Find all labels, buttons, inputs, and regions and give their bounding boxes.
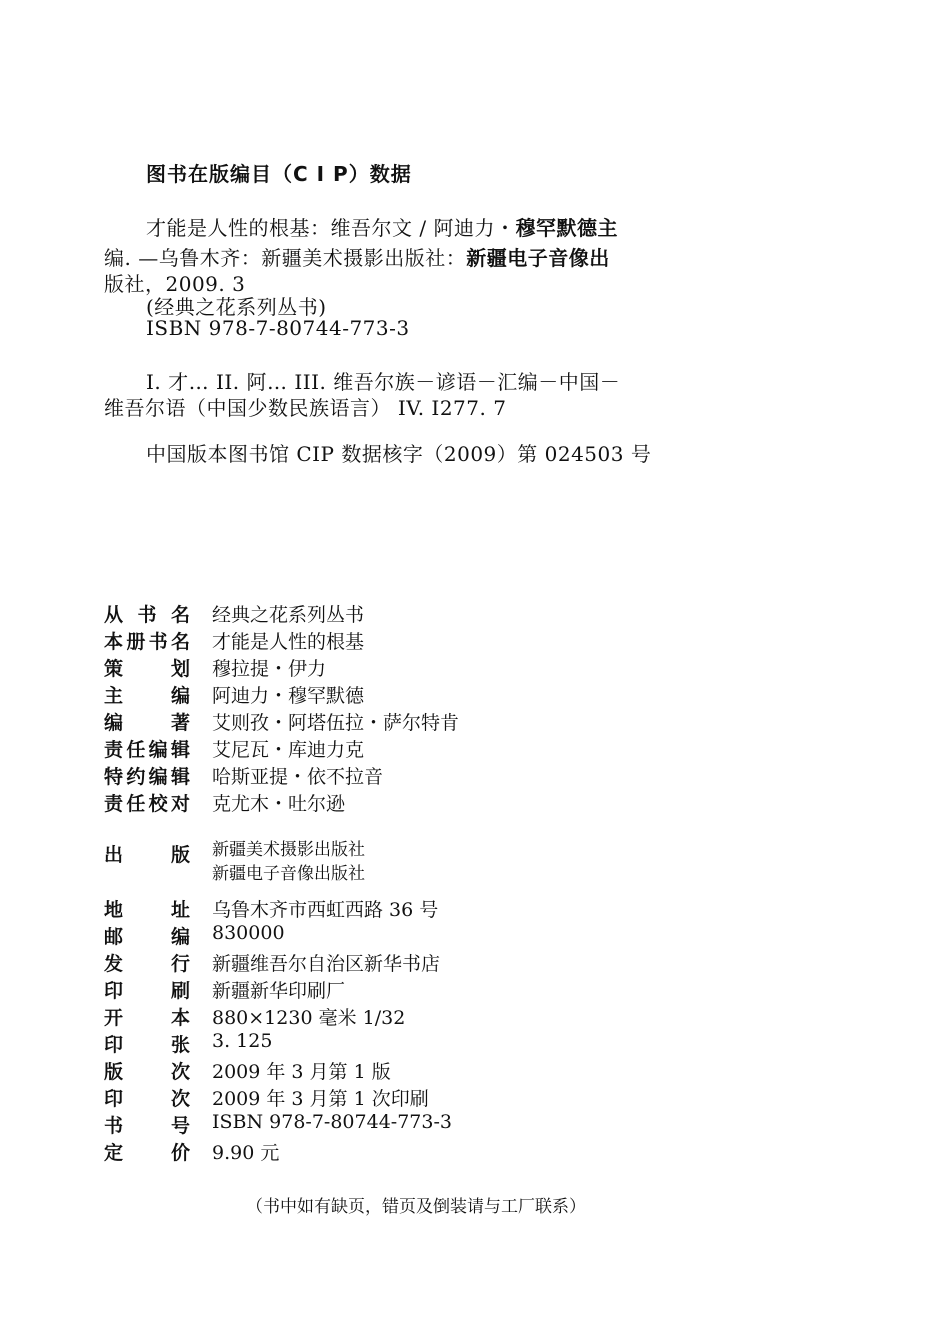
detail-label bbox=[104, 840, 190, 867]
cip-publisher-line bbox=[104, 242, 610, 271]
detail-value: 新疆新华印刷厂 bbox=[212, 980, 346, 1002]
detail-value: 880×1230 毫米 1/32 bbox=[212, 1007, 406, 1029]
detail-label-char: 策 bbox=[104, 658, 124, 680]
detail-label-char: 编 bbox=[170, 685, 190, 707]
detail-label-char: 行 bbox=[170, 953, 190, 975]
cip-publisher-part: 编. —乌鲁木齐：新疆美术摄影出版社： bbox=[104, 246, 467, 270]
detail-label-char: 辑 bbox=[170, 766, 190, 788]
cip-library-number: 中国版本图书馆 CIP 数据核字（2009）第 024503 号 bbox=[146, 442, 652, 466]
detail-label-char: 址 bbox=[170, 899, 190, 921]
detail-label-char: 版 bbox=[104, 1061, 124, 1083]
detail-value: 3. 125 bbox=[212, 1030, 273, 1052]
detail-label bbox=[104, 708, 190, 735]
detail-value: 2009 年 3 月第 1 版 bbox=[212, 1061, 391, 1083]
detail-label-char: 任 bbox=[126, 739, 146, 761]
footer-note: （书中如有缺页，错页及倒装请与工厂联系） bbox=[246, 1197, 586, 1217]
detail-value: 经典之花系列丛书 bbox=[212, 604, 365, 626]
detail-label bbox=[104, 1057, 190, 1084]
detail-label-char: 编 bbox=[104, 712, 124, 734]
detail-label-char: 地 bbox=[104, 899, 124, 921]
detail-label-char: 本 bbox=[104, 631, 124, 653]
detail-label-char: 约 bbox=[126, 766, 146, 788]
detail-value: 2009 年 3 月第 1 次印刷 bbox=[212, 1088, 429, 1110]
detail-label bbox=[104, 976, 190, 1003]
detail-label bbox=[104, 654, 190, 681]
detail-label-char: 责 bbox=[104, 793, 124, 815]
detail-label-char: 印 bbox=[104, 1034, 124, 1056]
detail-label-char: 发 bbox=[104, 953, 124, 975]
detail-label-char: 刷 bbox=[170, 980, 190, 1002]
cip-title-editor: 穆罕默德主 bbox=[515, 216, 618, 240]
detail-label-char: 本 bbox=[170, 1007, 190, 1029]
detail-label-char: 任 bbox=[126, 793, 146, 815]
detail-label-char: 印 bbox=[104, 1088, 124, 1110]
detail-label-char: 校 bbox=[148, 793, 168, 815]
detail-value: 艾尼瓦・库迪力克 bbox=[212, 739, 365, 761]
detail-label bbox=[104, 735, 190, 762]
detail-value: 穆拉提・伊力 bbox=[212, 658, 327, 680]
detail-value: 才能是人性的根基 bbox=[212, 631, 365, 653]
detail-value: 艾则孜・阿塔伍拉・萨尔特肯 bbox=[212, 712, 460, 734]
detail-value: 阿迪力・穆罕默德 bbox=[212, 685, 365, 707]
detail-value: 新疆美术摄影出版社 bbox=[212, 840, 365, 860]
detail-label-char: 编 bbox=[170, 926, 190, 948]
detail-label-char: 著 bbox=[170, 712, 190, 734]
detail-label-char: 辑 bbox=[170, 739, 190, 761]
cip-subject-line: I. 才… II. 阿… III. 维吾尔族－谚语－汇编－中国－ bbox=[146, 370, 621, 394]
detail-label-char: 次 bbox=[170, 1088, 190, 1110]
detail-label-char: 书 bbox=[148, 631, 168, 653]
detail-label bbox=[104, 1111, 190, 1138]
detail-label bbox=[104, 627, 190, 654]
cip-title-line bbox=[146, 212, 618, 241]
cip-isbn-line: ISBN 978-7-80744-773-3 bbox=[146, 316, 410, 340]
detail-label-char: 名 bbox=[170, 631, 190, 653]
cip-heading: 图书在版编目（C I P）数据 bbox=[146, 162, 412, 186]
detail-value: 新疆电子音像出版社 bbox=[212, 864, 365, 884]
cip-subject-line-2: 维吾尔语（中国少数民族语言） IV. I277. 7 bbox=[104, 396, 507, 420]
cip-year-line: 版社，2009. 3 bbox=[104, 272, 246, 296]
detail-label-char: 号 bbox=[170, 1115, 190, 1137]
detail-value: 乌鲁木齐市西虹西路 36 号 bbox=[212, 899, 439, 921]
detail-label bbox=[104, 762, 190, 789]
detail-value: 830000 bbox=[212, 922, 285, 944]
detail-label-char: 印 bbox=[104, 980, 124, 1002]
detail-label-char: 版 bbox=[170, 844, 190, 866]
detail-value: 9.90 元 bbox=[212, 1142, 280, 1164]
detail-label-char: 对 bbox=[170, 793, 190, 815]
detail-label bbox=[104, 1003, 190, 1030]
detail-label bbox=[104, 600, 190, 627]
detail-label-char: 册 bbox=[126, 631, 146, 653]
cip-publisher-bold: 新疆电子音像出 bbox=[466, 246, 610, 270]
detail-label bbox=[104, 949, 190, 976]
detail-label-char: 次 bbox=[170, 1061, 190, 1083]
cip-title-part: 才能是人性的根基：维吾尔文 / 阿迪力・ bbox=[146, 216, 516, 240]
detail-label bbox=[104, 789, 190, 816]
detail-label-char: 邮 bbox=[104, 926, 124, 948]
detail-label bbox=[104, 1138, 190, 1165]
detail-label-char: 特 bbox=[104, 766, 124, 788]
detail-label-char: 书 bbox=[104, 1115, 124, 1137]
detail-label-char: 价 bbox=[170, 1142, 190, 1164]
detail-label-char: 定 bbox=[104, 1142, 124, 1164]
detail-label-char: 名 bbox=[170, 604, 190, 626]
detail-label bbox=[104, 895, 190, 922]
cip-series-line: (经典之花系列丛书) bbox=[146, 295, 327, 319]
detail-value: 哈斯亚提・依不拉音 bbox=[212, 766, 384, 788]
detail-label-char: 责 bbox=[104, 739, 124, 761]
detail-label-char: 编 bbox=[148, 766, 168, 788]
detail-label-char: 书 bbox=[137, 604, 157, 626]
detail-label bbox=[104, 1084, 190, 1111]
detail-label-char: 主 bbox=[104, 685, 124, 707]
detail-label-char: 开 bbox=[104, 1007, 124, 1029]
detail-label-char: 张 bbox=[170, 1034, 190, 1056]
detail-label-char: 编 bbox=[148, 739, 168, 761]
detail-label-char: 从 bbox=[104, 604, 124, 626]
detail-value: 克尤木・吐尔逊 bbox=[212, 793, 346, 815]
detail-value: 新疆维吾尔自治区新华书店 bbox=[212, 953, 441, 975]
detail-label-char: 划 bbox=[170, 658, 190, 680]
detail-label bbox=[104, 681, 190, 708]
detail-value: ISBN 978-7-80744-773-3 bbox=[212, 1111, 452, 1133]
detail-label bbox=[104, 922, 190, 949]
detail-label bbox=[104, 1030, 190, 1057]
detail-label-char: 出 bbox=[104, 844, 124, 866]
